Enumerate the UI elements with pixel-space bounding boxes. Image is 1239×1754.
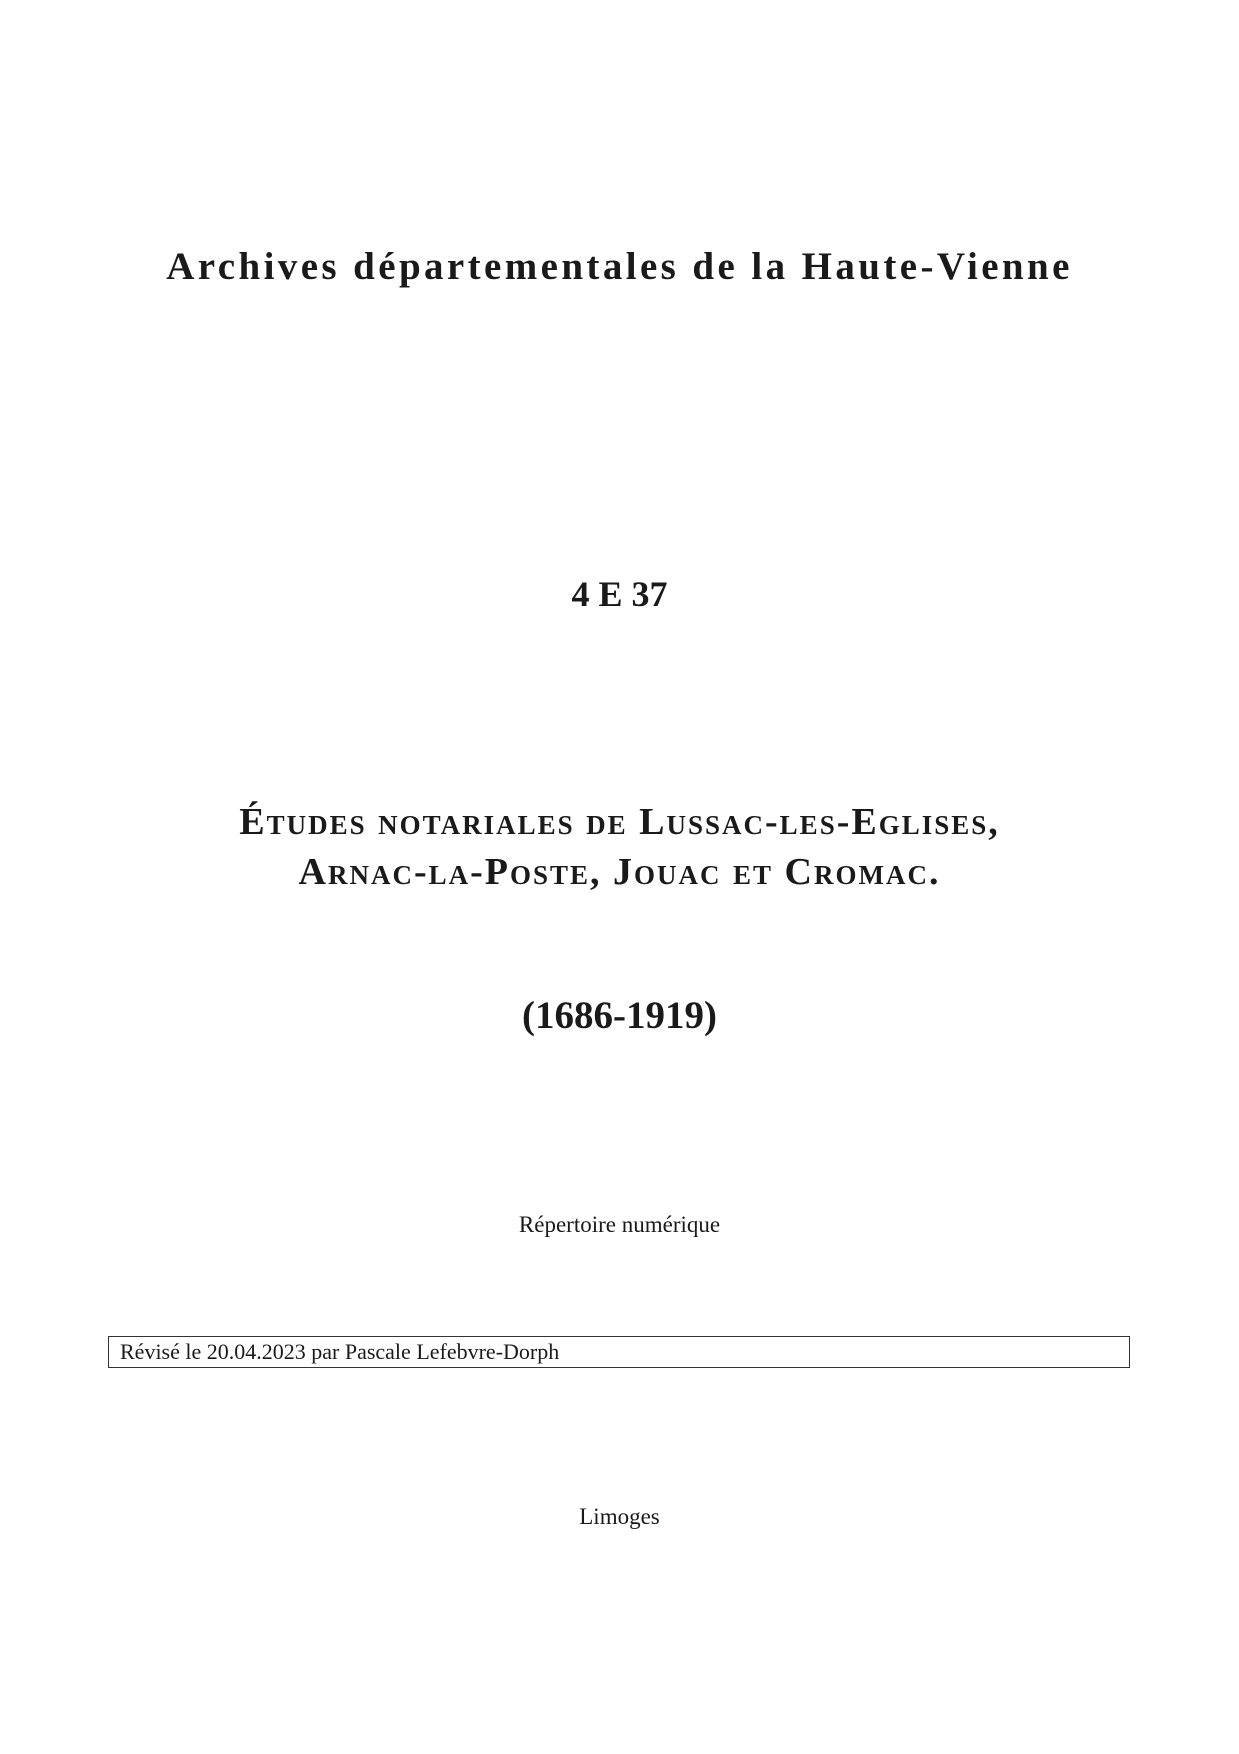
- archive-reference: 4 E 37: [571, 574, 668, 614]
- revision-box: [108, 1336, 1130, 1368]
- document-title-line-2: Arnac-la-Poste, Jouac et Cromac.: [298, 851, 941, 893]
- document-title-line-1: Études notariales de Lussac-les-Eglises,: [239, 801, 1000, 843]
- document-type: Répertoire numérique: [518, 1212, 721, 1237]
- date-range: (1686-1919): [522, 994, 717, 1037]
- publication-place: Limoges: [579, 1504, 660, 1529]
- revision-note: Révisé le 20.04.2023 par Pascale Lefebvre-Dorph: [120, 1339, 560, 1364]
- institution-heading: Archives départementales de la Haute-Vienne: [166, 245, 1073, 288]
